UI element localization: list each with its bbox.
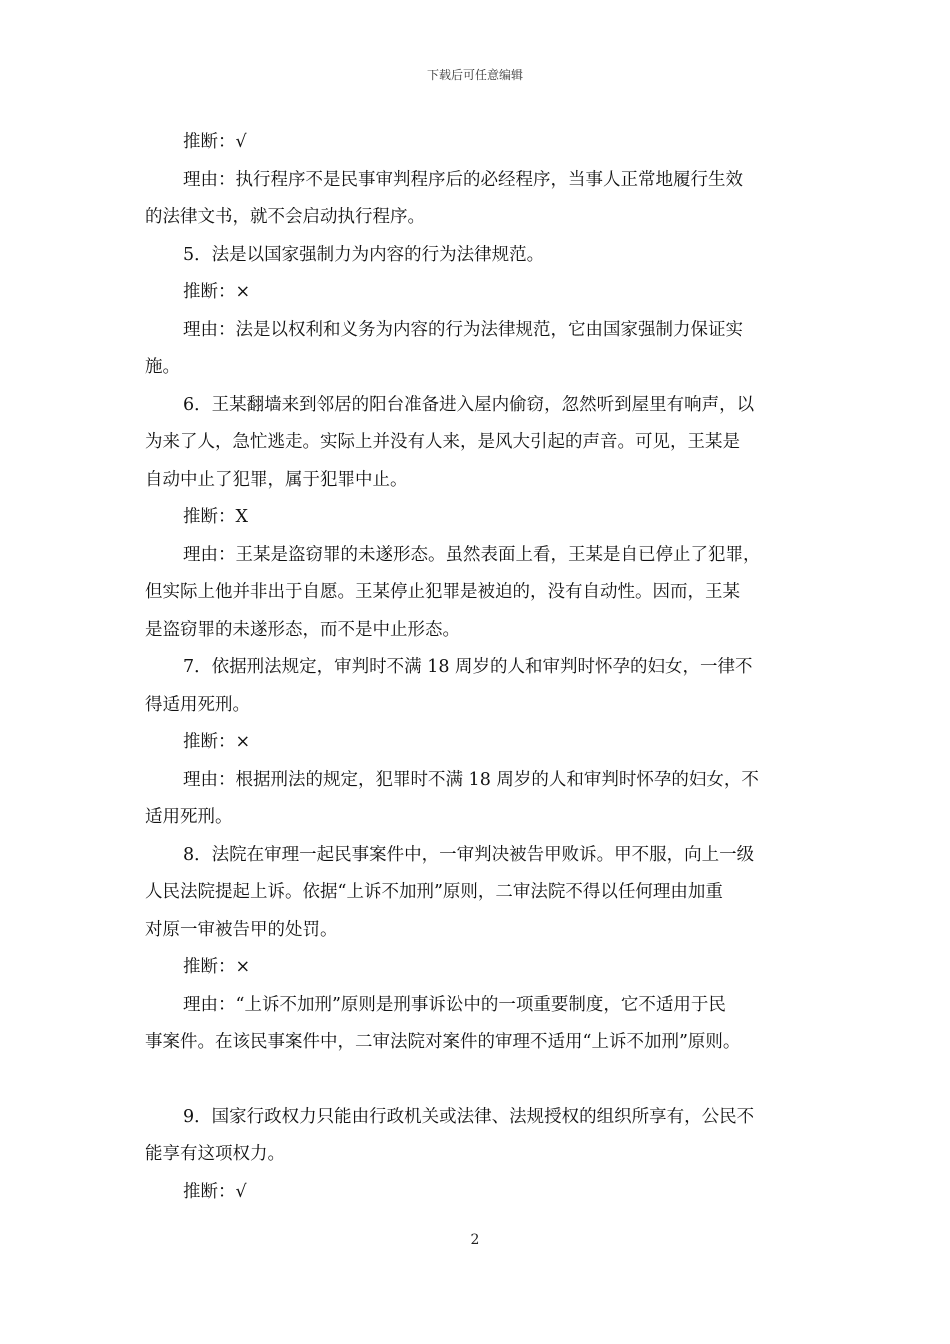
reason-line: 理由：法是以权利和义务为内容的行为法律规范，它由国家强制力保证实 (183, 319, 743, 340)
verdict-line: 推断：× (183, 732, 251, 752)
verdict-line: 推断：√ (183, 132, 247, 152)
reason-continuation: 施。 (145, 357, 180, 377)
paragraph-gap (145, 1062, 825, 1099)
reason-continuation: 事案件。在该民事案件中，二审法院对案件的审理不适用“上诉不加刑”原则。 (145, 1032, 741, 1052)
verdict-line: 推断：× (183, 957, 251, 977)
reason-line: 理由：王某是盗窃罪的未遂形态。虽然表面上看，王某是自已停止了犯罪， (183, 544, 761, 565)
question-continuation: 人民法院提起上诉。依据“上诉不加刑”原则，二审法院不得以任何理由加重 (145, 882, 723, 902)
verdict-line: 推断：X (183, 507, 248, 527)
question-continuation: 能享有这项权力。 (145, 1144, 285, 1164)
reason-line: 理由：执行程序不是民事审判程序后的必经程序，当事人正常地履行生效 (183, 169, 743, 190)
question-9: 9．国家行政权力只能由行政机关或法律、法规授权的组织所享有，公民不 (183, 1106, 755, 1127)
question-continuation: 对原一审被告甲的处罚。 (145, 919, 338, 940)
reason-line: 理由：根据刑法的规定，犯罪时不满 18 周岁的人和审判时怀孕的妇女，不 (183, 769, 759, 790)
question-7: 7．依据刑法规定，审判时不满 18 周岁的人和审判时怀孕的妇女，一律不 (183, 657, 753, 677)
question-continuation: 自动中止了犯罪，属于犯罪中止。 (145, 469, 408, 490)
page-number: 2 (470, 1232, 480, 1248)
verdict-line: 推断：× (183, 282, 251, 302)
reason-continuation: 但实际上他并非出于自愿。王某停止犯罪是被迫的，没有自动性。因而，王某 (145, 582, 740, 602)
reason-continuation: 的法律文书，就不会启动执行程序。 (145, 207, 425, 227)
question-8: 8．法院在审理一起民事案件中，一审判决被告甲败诉。甲不服，向上一级 (183, 844, 755, 865)
reason-line: 理由：“上诉不加刑”原则是刑事诉讼中的一项重要制度，它不适用于民 (183, 994, 726, 1015)
page-header: 下载后可任意编辑 (426, 68, 523, 82)
reason-continuation: 是盗窃罪的未遂形态，而不是中止形态。 (145, 619, 460, 640)
question-5: 5．法是以国家强制力为内容的行为法律规范。 (183, 244, 545, 265)
document-body (145, 124, 825, 1211)
reason-continuation: 适用死刑。 (145, 807, 233, 827)
question-continuation: 得适用死刑。 (145, 694, 250, 715)
verdict-line: 推断：√ (183, 1181, 247, 1202)
question-6: 6．王某翻墙来到邻居的阳台准备进入屋内偷窃，忽然听到屋里有响声，以 (183, 394, 755, 415)
question-continuation: 为来了人，急忙逃走。实际上并没有人来，是风大引起的声音。可见，王某是 (145, 432, 740, 452)
